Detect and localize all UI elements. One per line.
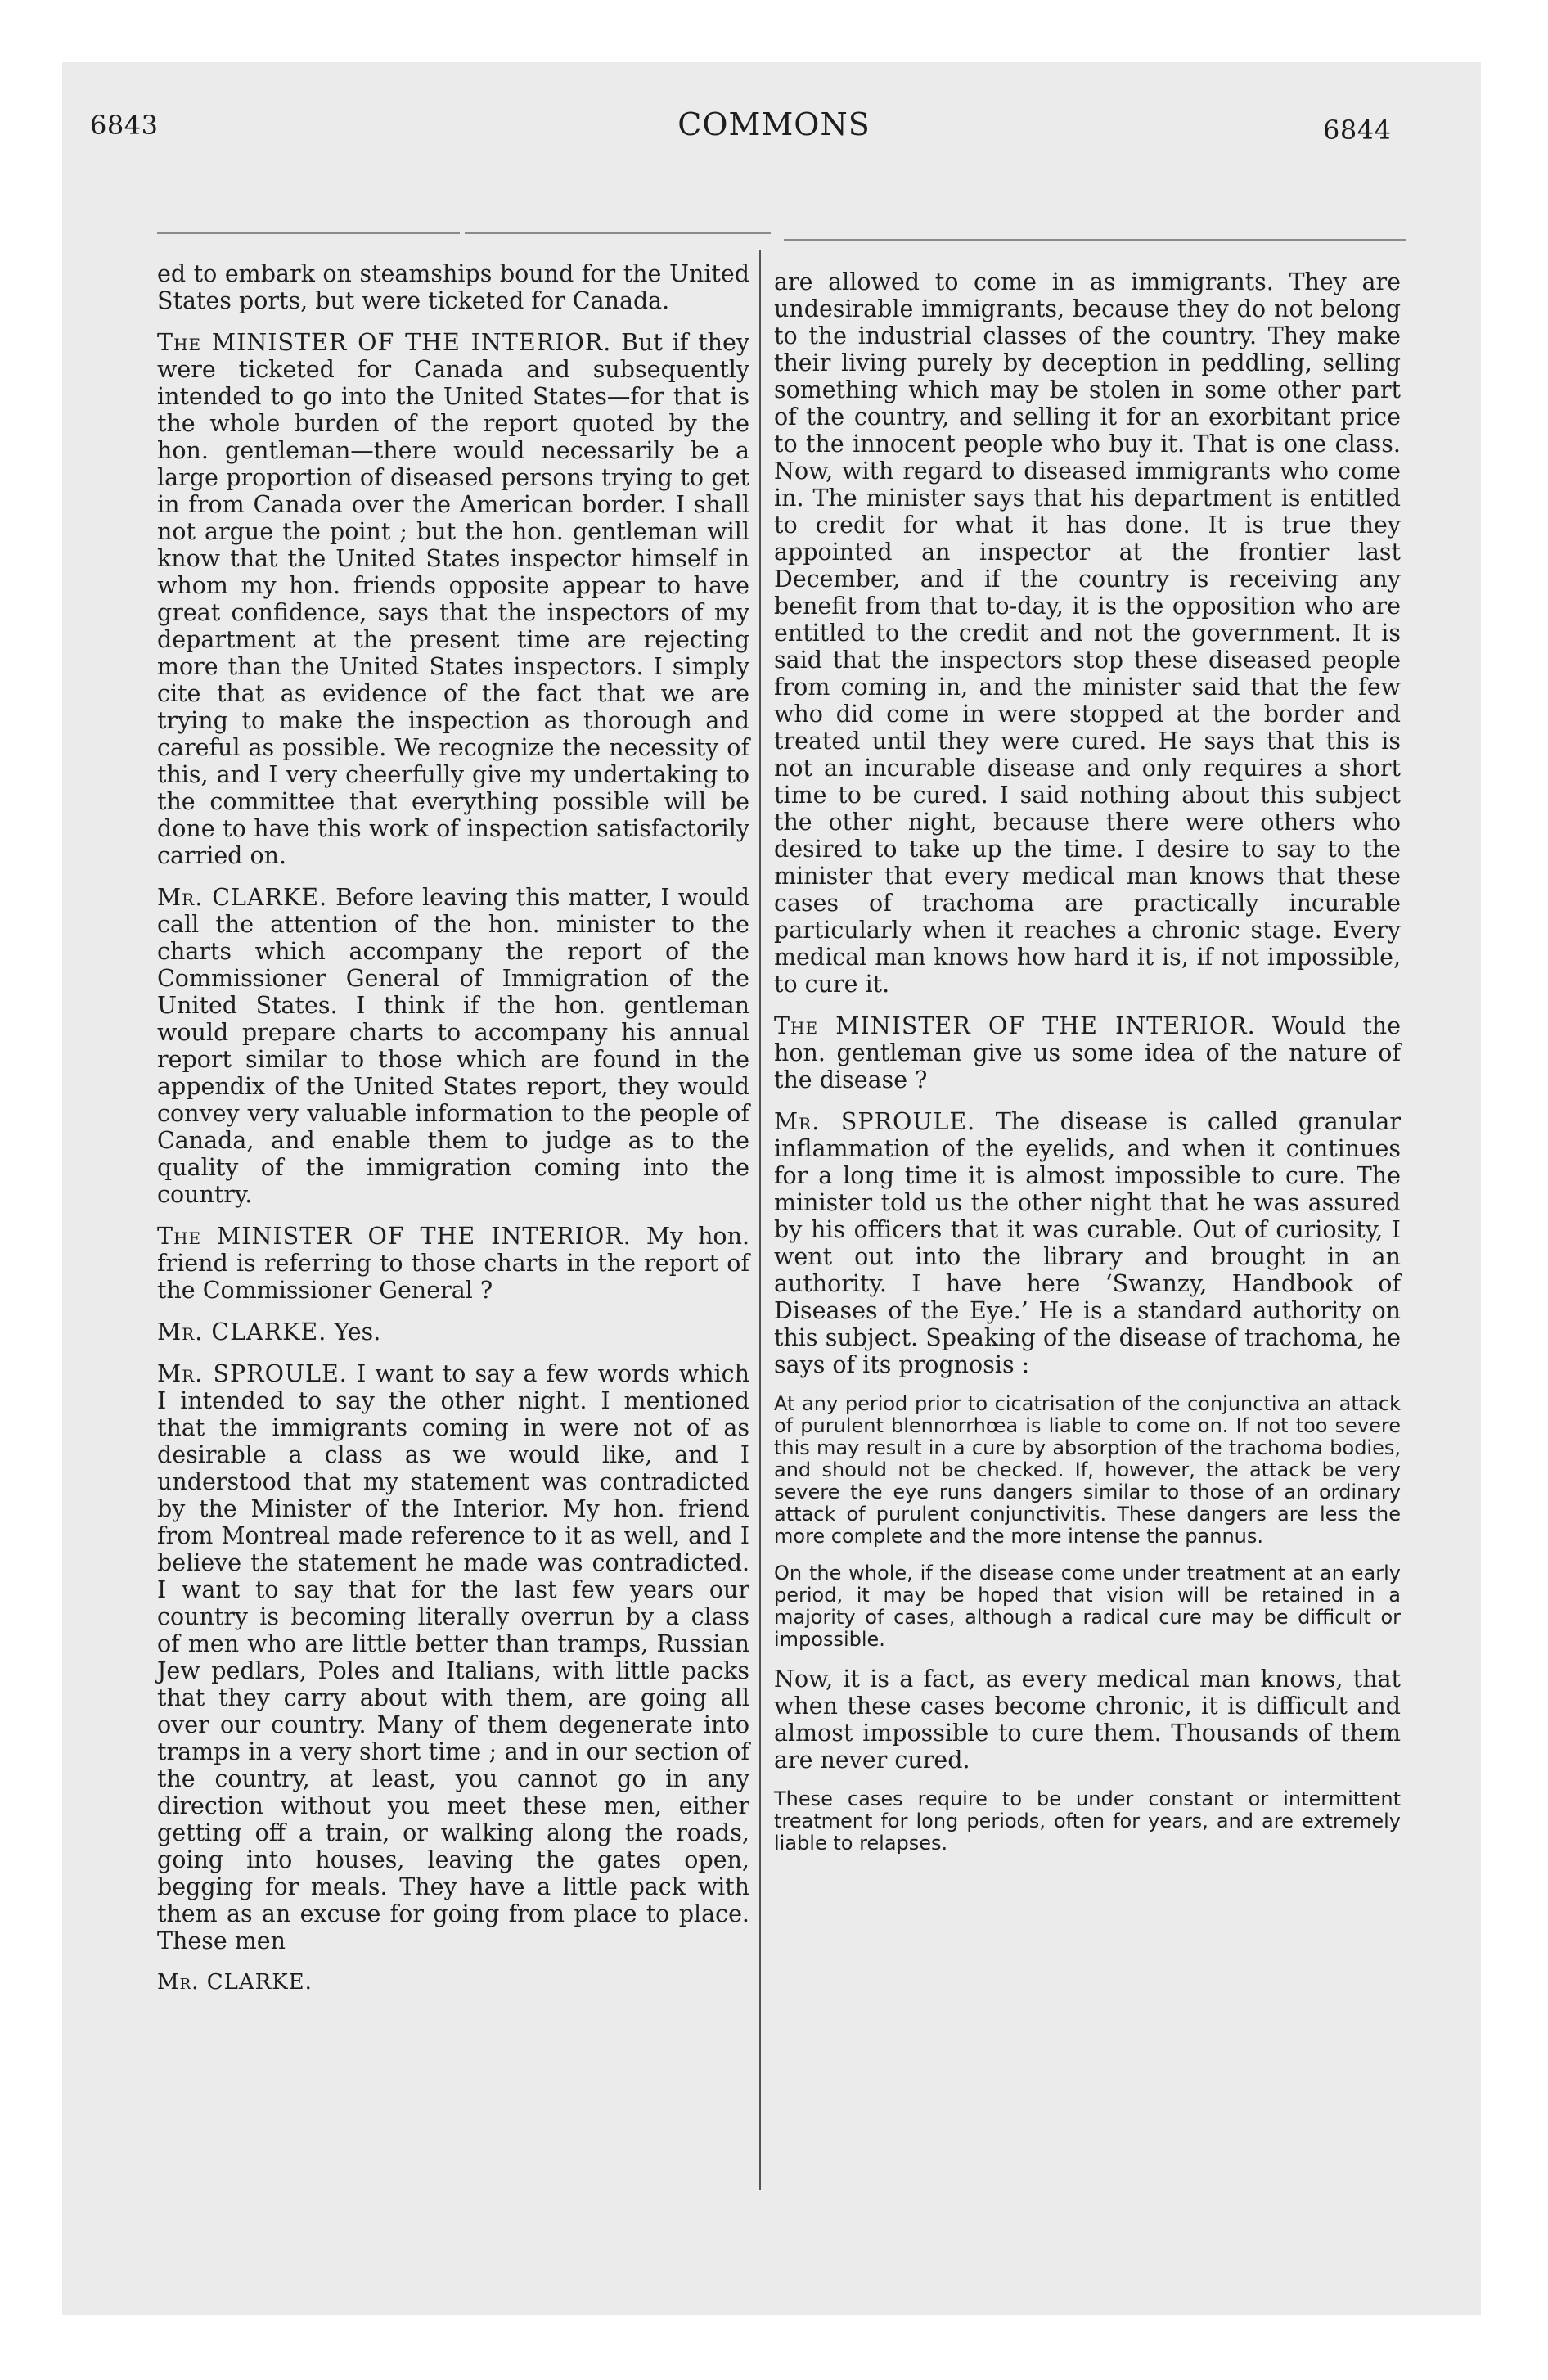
- running-head: COMMONS: [677, 106, 871, 142]
- column-divider: [759, 250, 761, 2190]
- block-quote: On the whole, if the disease come under treatment at an early period, it may be hoped that vision will be retained in a majority of cases, although a radical cure may be difficult or impossible.: [774, 1562, 1401, 1651]
- paragraph-text: Would the hon. gentleman give us some idea of the nature of the disease ?: [774, 1012, 1402, 1093]
- paragraph-text: But if they were ticketed for Canada and subsequently intended to go into the United States—for that is the whole burden of the report quoted by the hon. gentleman—there would necessarily be a large proportion of diseased persons trying to get in from Canada over the American border. I shall not argue the point ; but the hon. gentleman will know that the United States inspector himself in whom my hon. friends opposite appear to have great confidence, says that the inspectors of my department at the present time are rejecting more than the United States inspectors. I simply cite that as evidence of the fact that we are trying to make the inspection as thorough and careful as possible. We recognize the necessity of this, and I very cheerfully give my undertaking to the committee that everything possible will be done to have this work of inspection satisfactorily carried on.: [157, 329, 750, 869]
- paragraph-text: Before leaving this matter, I would call the attention of the hon. minister to the charts which accompany the report of the Commissioner General of Immigration of the United States. I think if the hon. gentleman would prepare charts to accompany his annual report similar to those which are found in the appendix of the United States report, they would convey very valuable information to the people of Canada, and enable them to judge as to the quality of the immigration coming into the country.: [157, 884, 749, 1208]
- paragraph: [157, 329, 749, 869]
- page-number-right: 6844: [1323, 115, 1392, 146]
- speaker-name: Mr. SPROULE.: [157, 1360, 348, 1387]
- speaker-name: Mr. CLARKE.: [157, 1318, 327, 1346]
- paragraph: [157, 260, 749, 314]
- page-number-left: 6843: [90, 110, 159, 141]
- header-rule: [465, 232, 771, 234]
- paragraph-text: Yes.: [334, 1318, 381, 1346]
- column-footer-speaker: Mr. CLARKE.: [157, 1970, 313, 1995]
- paragraph: [774, 1012, 1401, 1093]
- paragraph: [157, 1360, 749, 1954]
- paragraph-text: My hon. friend is referring to those charts in the report of the Commissioner General ?: [157, 1223, 750, 1304]
- left-column: [157, 260, 749, 1996]
- block-quote: At any period prior to cicatrisation of the conjunctiva an attack of purulent blennorrhœa is liable to come on. If not too severe this may result in a cure by absorption of the trachoma bodies, and should not be checked. If, however, the attack be very severe the eye runs dangers similar to those of an ordinary attack of purulent conjunctivitis. These dangers are less the more complete and the more intense the pannus.: [774, 1392, 1401, 1548]
- paragraph: [157, 1318, 749, 1346]
- header-rule: [784, 239, 1406, 241]
- paragraph: [157, 884, 749, 1208]
- paragraph-text: The disease is called granular inflammation of the eyelids, and when it continues for a long time it is almost impossible to cure. The minister told us the other night that he was assured by his officers that it was curable. Out of curiosity, I went out into the library and brought in an authority. I have here ‘Swanzy, Handbook of Diseases of the Eye.’ He is a standard authority on this subject. Speaking of the disease of trachoma, he says of its prognosis :: [774, 1108, 1401, 1378]
- speaker-name: The MINISTER OF THE INTERIOR.: [157, 1223, 632, 1250]
- paragraph-text: I want to say a few words which I intended to say the other night. I mentioned that the immigrants coming in were not of as desirable a class as we would like, and I understood that my statement was contradicted by the Minister of the Interior. My hon. friend from Montreal made reference to it as well, and I believe the statement he made was contradicted. I want to say that for the last few years our country is becoming literally overrun by a class of men who are little better than tramps, Russian Jew pedlars, Poles and Italians, with little packs that they carry about with them, are going all over our country. Many of them degenerate into tramps in a very short time ; and in our section of the country, at least, you cannot go in any direction without you meet these men, either getting off a train, or walking along the roads, going into houses, leaving the gates open, begging for meals. They have a little pack with them as an excuse for going from place to place. These men: [157, 1360, 749, 1954]
- paragraph: [774, 1108, 1401, 1378]
- speaker-name: Mr. SPROULE.: [774, 1108, 976, 1135]
- paragraph: Now, it is a fact, as every medical man knows, that when these cases become chronic, it is difficult and almost impossible to cure them. Thousands of them are never cured.: [774, 1666, 1401, 1774]
- header-rule: [157, 232, 460, 234]
- paragraph: [774, 268, 1401, 998]
- speaker-name: The MINISTER OF THE INTERIOR.: [157, 329, 612, 356]
- block-quote: These cases require to be under constant or intermittent treatment for long periods, often for years, and are extremely liable to relapses.: [774, 1787, 1401, 1855]
- right-column: [774, 268, 1401, 1869]
- paragraph-text: ed to embark on steamships bound for the United States ports, but were ticketed for Canada.: [157, 260, 749, 314]
- speaker-name: The MINISTER OF THE INTERIOR.: [774, 1012, 1256, 1039]
- paragraph: [157, 1223, 749, 1304]
- speaker-name: Mr. CLARKE.: [157, 884, 328, 911]
- paragraph-text: are allowed to come in as immigrants. They are undesirable immigrants, because they do not belong to the industrial classes of the country. They make their living purely by deception in peddling, selling something which may be stolen in some other part of the country, and selling it for an exorbitant price to the innocent people who buy it. That is one class. Now, with regard to diseased immigrants who come in. The minister says that his department is entitled to credit for what it has done. It is true they appointed an inspector at the frontier last December, and if the country is receiving any benefit from that to-day, it is the opposition who are entitled to the credit and not the government. It is said that the inspectors stop these diseased people from coming in, and the minister said that the few who did come in were stopped at the border and treated until they were cured. He says that this is not an incurable disease and only requires a short time to be cured. I said nothing about this subject the other night, because there were others who desired to take up the time. I desire to say to the minister that every medical man knows that these cases of trachoma are practically incurable particularly when it reaches a chronic stage. Every medical man knows how hard it is, if not impossible, to cure it.: [774, 268, 1401, 998]
